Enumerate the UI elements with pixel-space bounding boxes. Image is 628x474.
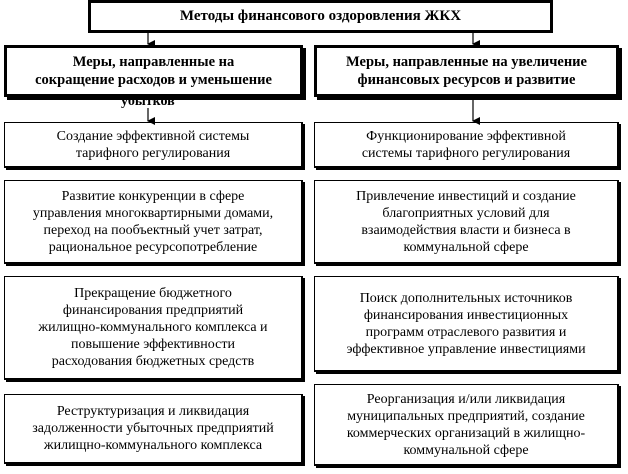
left-item-1 <box>4 122 303 168</box>
right-item-2 <box>314 180 619 264</box>
right-header-text: Меры, направленные на увеличение финансовых ресурсов и развитие <box>346 54 587 88</box>
left-header-overflow-text: убытков <box>121 94 175 109</box>
right-item-2-text: Привлечение инвестиций и создание благоприятных условий для взаимодействия власти и бизнеса в коммунальной сфере <box>356 188 576 255</box>
left-header-box <box>4 45 303 97</box>
left-header-text: Меры, направленные на сокращение расходов и уменьшение <box>35 54 272 88</box>
diagram-title-box <box>88 0 553 33</box>
left-item-4 <box>4 394 303 464</box>
left-item-3-text: Прекращение бюджетного финансирования предприятий жилищно-коммунального комплекса и повышение эффективности расходования бюджетных средств <box>38 286 268 369</box>
left-item-4-text: Реструктуризация и ликвидация задолженности убыточных предприятий жилищно-коммунального комплекса <box>32 404 274 453</box>
right-item-4-text: Реорганизация и/или ликвидация муниципальных предприятий, создание коммерческих организаций в жилищно- коммунальной сфере <box>346 391 586 458</box>
right-item-1-text: Функционирование эффективной системы тарифного регулирования <box>361 128 571 161</box>
left-item-2-text: Развитие конкуренции в сфере управления многоквартирными домами, переход на пообъектный учет затрат, рациональное ресурсопотребление <box>32 188 274 255</box>
right-item-3 <box>314 276 619 372</box>
left-item-3 <box>4 276 303 380</box>
right-item-1 <box>314 122 619 168</box>
right-header-box <box>314 45 619 97</box>
left-item-1-text: Создание эффективной системы тарифного регулирования <box>56 128 250 161</box>
right-item-3-text: Поиск дополнительных источников финансирования инвестиционных программ отраслевого развития и эффективное управление инвестициями <box>346 290 586 357</box>
left-item-2 <box>4 180 303 264</box>
diagram-title: Методы финансового оздоровления ЖКХ <box>179 8 462 24</box>
right-item-4 <box>314 384 619 466</box>
